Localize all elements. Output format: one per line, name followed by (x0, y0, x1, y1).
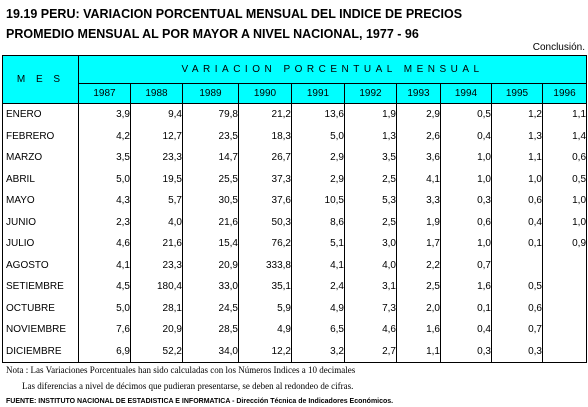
year-header: 1989 (183, 84, 239, 104)
month-cell: ENERO (3, 104, 79, 126)
value-cell: 0,1 (492, 233, 543, 255)
table-title-line-1: 19.19 PERU: VARIACION PORCENTUAL MENSUAL DEL INDICE DE PRECIOS (6, 7, 463, 21)
value-cell: 0,5 (492, 276, 543, 298)
value-cell: 10,5 (292, 190, 345, 212)
value-cell: 1,2 (492, 104, 543, 126)
month-cell: AGOSTO (3, 255, 79, 277)
value-cell: 7,6 (79, 319, 131, 341)
value-cell: 0,4 (441, 319, 492, 341)
value-cell: 1,0 (543, 212, 587, 234)
value-cell: 4,5 (79, 276, 131, 298)
table-row (3, 319, 587, 341)
month-cell: JULIO (3, 233, 79, 255)
value-cell: 28,5 (183, 319, 239, 341)
value-cell: 4,0 (345, 255, 397, 277)
value-cell: 13,6 (292, 104, 345, 126)
value-cell: 37,6 (239, 190, 292, 212)
value-cell: 20,9 (131, 319, 183, 341)
year-header: 1990 (239, 84, 292, 104)
value-cell: 15,4 (183, 233, 239, 255)
value-cell: 2,9 (292, 147, 345, 169)
value-cell: 79,8 (183, 104, 239, 126)
value-cell: 6,9 (79, 341, 131, 363)
value-cell: 12,7 (131, 126, 183, 148)
value-cell: 4,3 (79, 190, 131, 212)
value-cell: 0,6 (492, 190, 543, 212)
value-cell: 21,6 (183, 212, 239, 234)
value-cell: 180,4 (131, 276, 183, 298)
value-cell: 5,0 (79, 169, 131, 191)
value-cell: 2,5 (345, 212, 397, 234)
value-cell: 3,5 (79, 147, 131, 169)
value-cell: 4,1 (292, 255, 345, 277)
year-header: 1995 (492, 84, 543, 104)
value-cell: 21,6 (131, 233, 183, 255)
value-cell: 1,4 (543, 126, 587, 148)
value-cell: 9,4 (131, 104, 183, 126)
table-row (3, 233, 587, 255)
price-variation-table (2, 55, 587, 363)
value-cell: 76,2 (239, 233, 292, 255)
month-cell: SETIEMBRE (3, 276, 79, 298)
month-cell: JUNIO (3, 212, 79, 234)
value-cell: 1,3 (492, 126, 543, 148)
value-cell: 0,7 (441, 255, 492, 277)
value-cell: 0,5 (441, 104, 492, 126)
value-cell: 20,9 (183, 255, 239, 277)
value-cell: 3,0 (345, 233, 397, 255)
header-mes: M E S (3, 56, 79, 104)
year-header-row (3, 84, 587, 104)
month-cell: ABRIL (3, 169, 79, 191)
source-line: FUENTE: INSTITUTO NACIONAL DE ESTADISTICA E INFORMATICA - Dirección Técnica de Indicadores Económicos. (6, 398, 394, 405)
table-body (3, 104, 587, 363)
value-cell: 333,8 (239, 255, 292, 277)
value-cell: 1,9 (345, 104, 397, 126)
table-row (3, 190, 587, 212)
value-cell: 5,7 (131, 190, 183, 212)
value-cell: 2,3 (79, 212, 131, 234)
value-cell: 0,5 (543, 169, 587, 191)
value-cell: 24,5 (183, 298, 239, 320)
value-cell: 30,5 (183, 190, 239, 212)
table-row (3, 212, 587, 234)
value-cell: 1,1 (543, 104, 587, 126)
value-cell: 0,3 (441, 341, 492, 363)
value-cell (543, 319, 587, 341)
value-cell: 1,0 (492, 169, 543, 191)
value-cell: 0,6 (543, 147, 587, 169)
value-cell: 18,3 (239, 126, 292, 148)
month-cell: MARZO (3, 147, 79, 169)
value-cell: 12,2 (239, 341, 292, 363)
note-line-1: Nota : Las Variaciones Porcentuales han sido calculadas con los Números Indices a 10 decimales (6, 365, 356, 375)
value-cell: 3,6 (397, 147, 441, 169)
value-cell: 21,2 (239, 104, 292, 126)
value-cell: 50,3 (239, 212, 292, 234)
year-header: 1996 (543, 84, 587, 104)
value-cell: 1,0 (543, 190, 587, 212)
value-cell: 1,7 (397, 233, 441, 255)
conclusion-label: Conclusión. (532, 42, 585, 53)
value-cell: 0,3 (441, 190, 492, 212)
value-cell: 2,6 (397, 126, 441, 148)
value-cell: 0,1 (441, 298, 492, 320)
value-cell: 23,3 (131, 147, 183, 169)
value-cell: 2,0 (397, 298, 441, 320)
table-row (3, 255, 587, 277)
value-cell: 1,1 (492, 147, 543, 169)
value-cell: 2,9 (292, 169, 345, 191)
value-cell: 5,0 (292, 126, 345, 148)
table-row (3, 341, 587, 363)
value-cell: 1,6 (397, 319, 441, 341)
value-cell: 23,5 (183, 126, 239, 148)
value-cell: 4,0 (131, 212, 183, 234)
value-cell: 5,1 (292, 233, 345, 255)
value-cell (543, 255, 587, 277)
value-cell: 34,0 (183, 341, 239, 363)
value-cell: 5,9 (239, 298, 292, 320)
value-cell: 1,1 (397, 341, 441, 363)
value-cell: 0,6 (492, 298, 543, 320)
value-cell: 3,5 (345, 147, 397, 169)
value-cell: 19,5 (131, 169, 183, 191)
value-cell: 23,3 (131, 255, 183, 277)
table-title-line-2: PROMEDIO MENSUAL AL POR MAYOR A NIVEL NACIONAL, 1977 - 96 (6, 27, 419, 41)
value-cell: 5,3 (345, 190, 397, 212)
value-cell: 3,1 (345, 276, 397, 298)
value-cell: 2,2 (397, 255, 441, 277)
value-cell: 0,6 (441, 212, 492, 234)
table-row (3, 147, 587, 169)
month-cell: DICIEMBRE (3, 341, 79, 363)
table-row (3, 126, 587, 148)
year-header: 1993 (397, 84, 441, 104)
value-cell: 3,2 (292, 341, 345, 363)
value-cell (543, 276, 587, 298)
value-cell: 0,7 (492, 319, 543, 341)
value-cell: 1,6 (441, 276, 492, 298)
value-cell: 3,3 (397, 190, 441, 212)
value-cell: 2,7 (345, 341, 397, 363)
header-variacion: VARIACION PORCENTUAL MENSUAL (79, 56, 587, 84)
value-cell: 0,9 (543, 233, 587, 255)
value-cell: 1,0 (441, 147, 492, 169)
month-cell: MAYO (3, 190, 79, 212)
value-cell: 0,3 (492, 341, 543, 363)
year-header: 1987 (79, 84, 131, 104)
value-cell: 1,0 (441, 233, 492, 255)
value-cell: 4,9 (292, 298, 345, 320)
value-cell: 25,5 (183, 169, 239, 191)
value-cell (492, 255, 543, 277)
month-cell: OCTUBRE (3, 298, 79, 320)
value-cell: 52,2 (131, 341, 183, 363)
value-cell (543, 298, 587, 320)
value-cell: 0,4 (441, 126, 492, 148)
value-cell: 33,0 (183, 276, 239, 298)
value-cell: 0,4 (492, 212, 543, 234)
month-cell: FEBRERO (3, 126, 79, 148)
table-row (3, 104, 587, 126)
note-line-2: Las diferencias a nivel de décimos que pudieran presentarse, se deben al redondeo de cifras. (22, 381, 354, 391)
year-header: 1991 (292, 84, 345, 104)
value-cell: 4,1 (397, 169, 441, 191)
value-cell: 5,0 (79, 298, 131, 320)
value-cell: 2,9 (397, 104, 441, 126)
value-cell: 4,6 (345, 319, 397, 341)
value-cell: 2,5 (345, 169, 397, 191)
value-cell: 2,4 (292, 276, 345, 298)
value-cell: 4,1 (79, 255, 131, 277)
value-cell: 3,9 (79, 104, 131, 126)
table-row (3, 276, 587, 298)
table-row (3, 298, 587, 320)
value-cell: 28,1 (131, 298, 183, 320)
value-cell: 1,0 (441, 169, 492, 191)
value-cell: 26,7 (239, 147, 292, 169)
table-row (3, 169, 587, 191)
year-header: 1994 (441, 84, 492, 104)
value-cell: 2,5 (397, 276, 441, 298)
value-cell: 4,9 (239, 319, 292, 341)
value-cell (543, 341, 587, 363)
value-cell: 7,3 (345, 298, 397, 320)
value-cell: 6,5 (292, 319, 345, 341)
value-cell: 35,1 (239, 276, 292, 298)
month-cell: NOVIEMBRE (3, 319, 79, 341)
value-cell: 4,6 (79, 233, 131, 255)
value-cell: 1,3 (345, 126, 397, 148)
value-cell: 1,9 (397, 212, 441, 234)
value-cell: 14,7 (183, 147, 239, 169)
value-cell: 4,2 (79, 126, 131, 148)
value-cell: 37,3 (239, 169, 292, 191)
year-header: 1988 (131, 84, 183, 104)
year-header: 1992 (345, 84, 397, 104)
value-cell: 8,6 (292, 212, 345, 234)
